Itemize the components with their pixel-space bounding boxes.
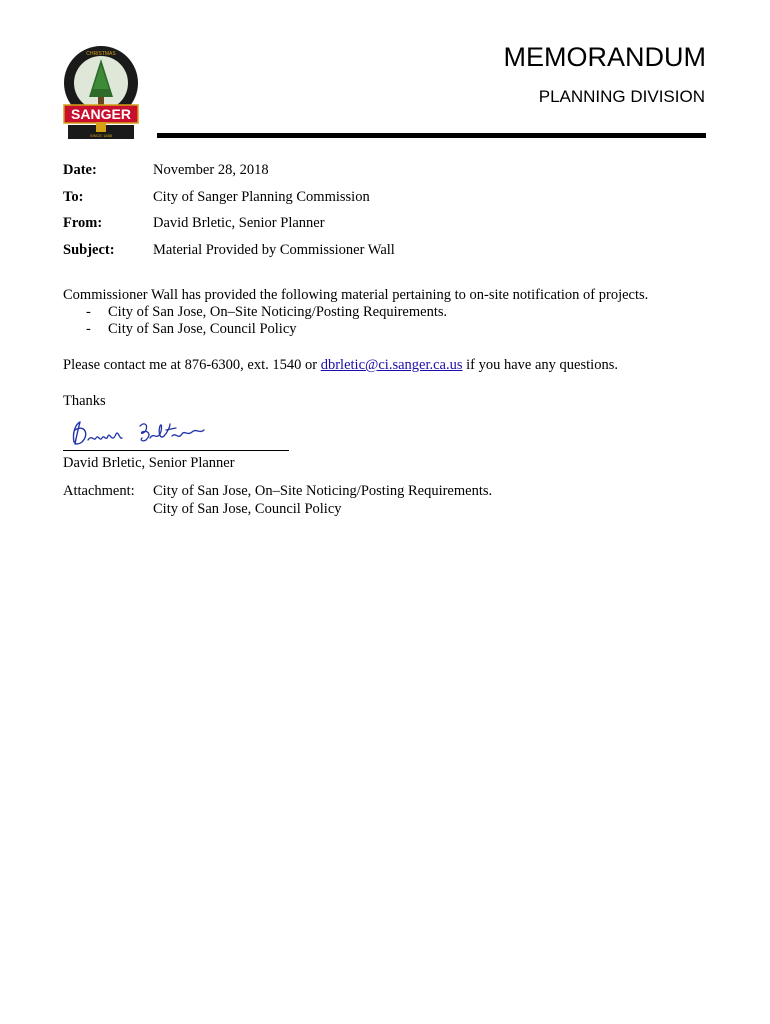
- to-label: To:: [63, 189, 84, 205]
- bullet-text: City of San Jose, Council Policy: [108, 321, 297, 337]
- date-label: Date:: [63, 162, 97, 178]
- attachment-item: City of San Jose, On–Site Noticing/Posting Requirements.: [153, 483, 493, 499]
- to-value: City of Sanger Planning Commission: [153, 189, 370, 205]
- email-link[interactable]: dbrletic@ci.sanger.ca.us: [320, 357, 463, 373]
- from-label: From:: [63, 215, 103, 231]
- header-rule: [157, 133, 706, 138]
- sanger-logo: [60, 45, 142, 143]
- contact-text-before: Please contact me at 876-6300, ext. 1540 or: [63, 357, 321, 373]
- memo-title: MEMORANDUM: [503, 42, 706, 72]
- contact-text-after: if you have any questions.: [462, 357, 618, 373]
- signature-line: [63, 450, 289, 451]
- division-name: PLANNING DIVISION: [538, 87, 705, 106]
- attachment-list: [153, 483, 492, 518]
- subject-label: Subject:: [63, 242, 115, 258]
- svg-text:CHRISTMAS: CHRISTMAS: [86, 51, 116, 57]
- thanks-text: Thanks: [63, 393, 106, 409]
- list-item: - City of San Jose, On–Site Noticing/Posting Requirements.: [86, 304, 448, 320]
- intro-paragraph: Commissioner Wall has provided the following material pertaining to on-site notification of projects.: [63, 287, 649, 303]
- attachment-label: Attachment:: [63, 483, 135, 499]
- printed-signature: David Brletic, Senior Planner: [63, 455, 235, 471]
- list-item: - City of San Jose, Council Policy: [86, 321, 297, 337]
- svg-text:SANGER: SANGER: [71, 106, 131, 122]
- attachment-item: City of San Jose, Council Policy: [153, 500, 342, 517]
- from-value: David Brletic, Senior Planner: [153, 215, 325, 231]
- svg-text:SINCE 1888: SINCE 1888: [89, 133, 113, 138]
- subject-value: Material Provided by Commissioner Wall: [153, 242, 395, 258]
- handwritten-signature: [66, 412, 216, 452]
- contact-paragraph: [63, 357, 618, 374]
- date-value: November 28, 2018: [153, 162, 269, 178]
- bullet-text: City of San Jose, On–Site Noticing/Posting Requirements.: [108, 304, 448, 320]
